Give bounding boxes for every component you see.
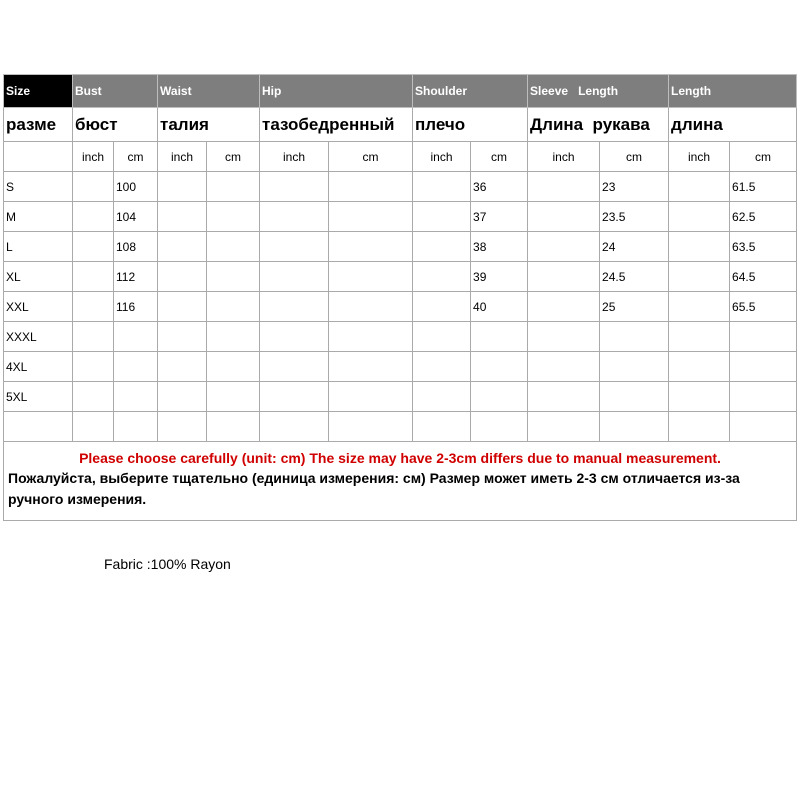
sleeve-inch-cell: [528, 292, 600, 322]
hip-inch-cell: [260, 232, 329, 262]
header-ru-shoulder: плечо: [413, 108, 528, 142]
waist-inch-cell: [158, 352, 207, 382]
waist-cm-cell: [207, 412, 260, 442]
length-cm-cell: 65.5: [730, 292, 797, 322]
hip-cm-cell: [329, 262, 413, 292]
unit-inch: inch: [669, 142, 730, 172]
hip-cm-cell: [329, 202, 413, 232]
length-inch-cell: [669, 232, 730, 262]
bust-inch-cell: [73, 322, 114, 352]
shoulder-cm-cell: 36: [471, 172, 528, 202]
header-ru-length: длина: [669, 108, 797, 142]
length-inch-cell: [669, 262, 730, 292]
shoulder-inch-cell: [413, 202, 471, 232]
table-row: [4, 202, 797, 232]
length-cm-cell: 61.5: [730, 172, 797, 202]
bust-inch-cell: [73, 412, 114, 442]
shoulder-cm-cell: [471, 322, 528, 352]
size-chart-table: [3, 74, 797, 521]
shoulder-inch-cell: [413, 412, 471, 442]
size-cell: XXXL: [4, 322, 73, 352]
hip-inch-cell: [260, 262, 329, 292]
bust-inch-cell: [73, 352, 114, 382]
sleeve-inch-cell: [528, 352, 600, 382]
bust-inch-cell: [73, 292, 114, 322]
note-cell: [4, 442, 797, 521]
size-cell: [4, 412, 73, 442]
size-cell: XL: [4, 262, 73, 292]
unit-inch: inch: [413, 142, 471, 172]
waist-inch-cell: [158, 172, 207, 202]
length-cm-cell: [730, 352, 797, 382]
header-length: Length: [669, 75, 797, 108]
table-row: [4, 262, 797, 292]
hip-cm-cell: [329, 412, 413, 442]
header-hip: Hip: [260, 75, 413, 108]
waist-inch-cell: [158, 292, 207, 322]
bust-inch-cell: [73, 232, 114, 262]
hip-cm-cell: [329, 172, 413, 202]
bust-cm-cell: [114, 322, 158, 352]
fabric-info: Fabric :100% Rayon: [104, 556, 231, 572]
hip-inch-cell: [260, 172, 329, 202]
sleeve-cm-cell: [600, 352, 669, 382]
length-inch-cell: [669, 412, 730, 442]
shoulder-cm-cell: [471, 352, 528, 382]
header-ru-hip: тазобедренный: [260, 108, 413, 142]
shoulder-cm-cell: 37: [471, 202, 528, 232]
header-size: Size: [4, 75, 73, 108]
unit-cm: cm: [114, 142, 158, 172]
table-row: [4, 412, 797, 442]
sleeve-cm-cell: 25: [600, 292, 669, 322]
bust-inch-cell: [73, 382, 114, 412]
bust-cm-cell: 108: [114, 232, 158, 262]
size-data-rows: [4, 172, 797, 442]
bust-cm-cell: 104: [114, 202, 158, 232]
sleeve-cm-cell: [600, 322, 669, 352]
header-row-english: [4, 75, 797, 108]
header-shoulder: Shoulder: [413, 75, 528, 108]
hip-cm-cell: [329, 292, 413, 322]
bust-cm-cell: 112: [114, 262, 158, 292]
length-cm-cell: [730, 382, 797, 412]
bust-cm-cell: 116: [114, 292, 158, 322]
shoulder-inch-cell: [413, 232, 471, 262]
length-inch-cell: [669, 352, 730, 382]
unit-inch: inch: [260, 142, 329, 172]
unit-inch: inch: [73, 142, 114, 172]
hip-inch-cell: [260, 322, 329, 352]
sleeve-cm-cell: 23.5: [600, 202, 669, 232]
unit-cm: cm: [207, 142, 260, 172]
size-cell: S: [4, 172, 73, 202]
sleeve-cm-cell: 24: [600, 232, 669, 262]
sleeve-inch-cell: [528, 172, 600, 202]
table-row: [4, 352, 797, 382]
waist-inch-cell: [158, 232, 207, 262]
waist-cm-cell: [207, 202, 260, 232]
size-cell: L: [4, 232, 73, 262]
shoulder-inch-cell: [413, 382, 471, 412]
shoulder-cm-cell: 40: [471, 292, 528, 322]
table-row: [4, 292, 797, 322]
bust-cm-cell: [114, 412, 158, 442]
shoulder-inch-cell: [413, 172, 471, 202]
note-english: Please choose carefully (unit: cm) The size may have 2-3cm differs due to manual measurement.: [79, 450, 721, 466]
length-cm-cell: [730, 412, 797, 442]
header-bust: Bust: [73, 75, 158, 108]
size-cell: XXL: [4, 292, 73, 322]
sleeve-inch-cell: [528, 232, 600, 262]
unit-cm: cm: [329, 142, 413, 172]
unit-cm: cm: [471, 142, 528, 172]
shoulder-inch-cell: [413, 262, 471, 292]
sleeve-cm-cell: [600, 382, 669, 412]
header-ru-sleeve-length: Длина рукава: [528, 108, 669, 142]
unit-blank: [4, 142, 73, 172]
length-inch-cell: [669, 382, 730, 412]
sleeve-inch-cell: [528, 202, 600, 232]
shoulder-cm-cell: [471, 382, 528, 412]
length-cm-cell: 63.5: [730, 232, 797, 262]
size-cell: 4XL: [4, 352, 73, 382]
bust-cm-cell: [114, 382, 158, 412]
table-row: [4, 232, 797, 262]
header-ru-size: разме: [4, 108, 73, 142]
unit-inch: inch: [528, 142, 600, 172]
length-inch-cell: [669, 292, 730, 322]
bust-inch-cell: [73, 262, 114, 292]
hip-inch-cell: [260, 352, 329, 382]
size-cell: 5XL: [4, 382, 73, 412]
bust-cm-cell: 100: [114, 172, 158, 202]
waist-cm-cell: [207, 262, 260, 292]
hip-inch-cell: [260, 292, 329, 322]
waist-inch-cell: [158, 202, 207, 232]
hip-cm-cell: [329, 232, 413, 262]
table-row: [4, 382, 797, 412]
table-row: [4, 172, 797, 202]
hip-inch-cell: [260, 382, 329, 412]
hip-inch-cell: [260, 412, 329, 442]
sleeve-inch-cell: [528, 412, 600, 442]
waist-cm-cell: [207, 382, 260, 412]
length-cm-cell: 64.5: [730, 262, 797, 292]
shoulder-inch-cell: [413, 322, 471, 352]
sleeve-cm-cell: [600, 412, 669, 442]
waist-inch-cell: [158, 322, 207, 352]
hip-cm-cell: [329, 382, 413, 412]
sleeve-inch-cell: [528, 262, 600, 292]
shoulder-inch-cell: [413, 292, 471, 322]
size-cell: M: [4, 202, 73, 232]
header-waist: Waist: [158, 75, 260, 108]
waist-cm-cell: [207, 322, 260, 352]
waist-cm-cell: [207, 292, 260, 322]
hip-cm-cell: [329, 352, 413, 382]
header-ru-waist: талия: [158, 108, 260, 142]
length-cm-cell: [730, 322, 797, 352]
shoulder-cm-cell: 38: [471, 232, 528, 262]
shoulder-inch-cell: [413, 352, 471, 382]
table-row: [4, 322, 797, 352]
bust-inch-cell: [73, 202, 114, 232]
length-inch-cell: [669, 202, 730, 232]
waist-inch-cell: [158, 412, 207, 442]
length-cm-cell: 62.5: [730, 202, 797, 232]
length-inch-cell: [669, 322, 730, 352]
waist-cm-cell: [207, 232, 260, 262]
shoulder-cm-cell: 39: [471, 262, 528, 292]
sleeve-cm-cell: 23: [600, 172, 669, 202]
waist-cm-cell: [207, 172, 260, 202]
note-russian: Пожалуйста, выберите тщательно (единица измерения: см) Размер может иметь 2-3 см отличается из-за ручного измерения.: [8, 470, 740, 507]
hip-cm-cell: [329, 322, 413, 352]
sleeve-cm-cell: 24.5: [600, 262, 669, 292]
shoulder-cm-cell: [471, 412, 528, 442]
header-ru-bust: бюст: [73, 108, 158, 142]
bust-cm-cell: [114, 352, 158, 382]
header-sleeve-length: Sleeve Length: [528, 75, 669, 108]
unit-cm: cm: [600, 142, 669, 172]
unit-inch: inch: [158, 142, 207, 172]
waist-cm-cell: [207, 352, 260, 382]
header-row-russian: [4, 108, 797, 142]
unit-row: [4, 142, 797, 172]
sleeve-inch-cell: [528, 382, 600, 412]
waist-inch-cell: [158, 382, 207, 412]
note-row: [4, 442, 797, 521]
sleeve-inch-cell: [528, 322, 600, 352]
bust-inch-cell: [73, 172, 114, 202]
waist-inch-cell: [158, 262, 207, 292]
length-inch-cell: [669, 172, 730, 202]
unit-cm: cm: [730, 142, 797, 172]
hip-inch-cell: [260, 202, 329, 232]
